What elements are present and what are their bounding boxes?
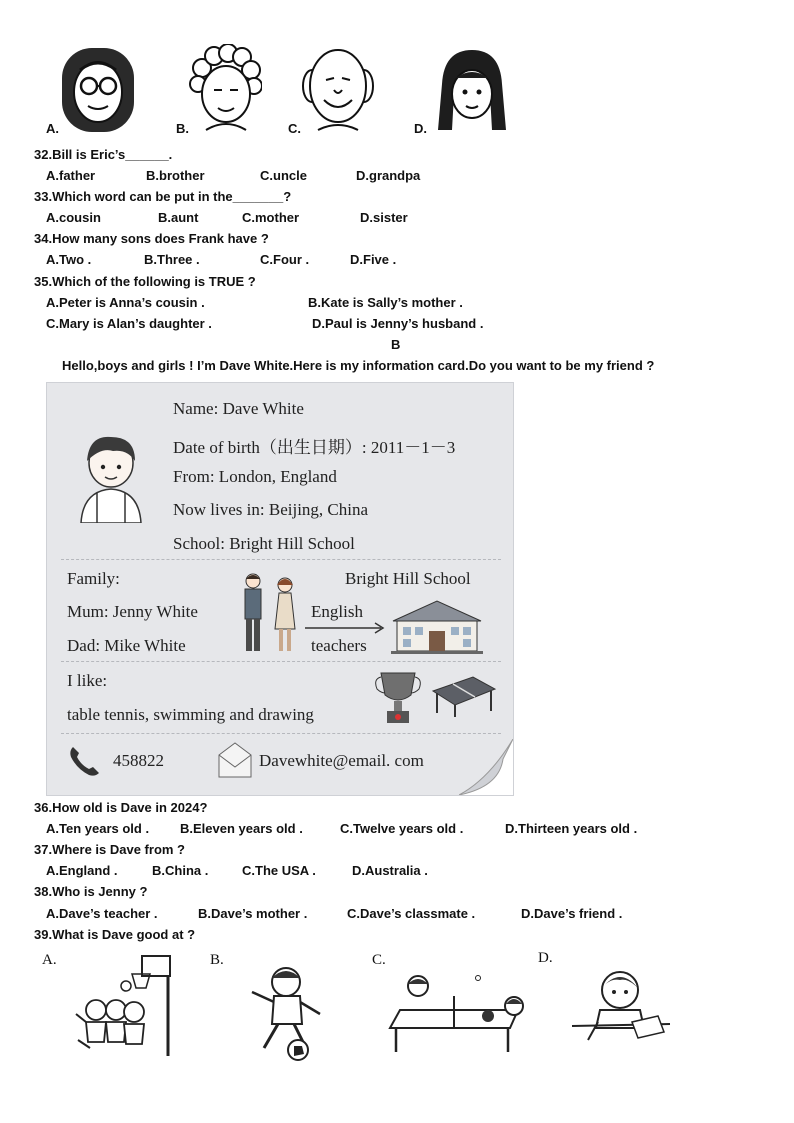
card-school-name: Bright Hill School bbox=[345, 569, 471, 588]
section-heading-b: B bbox=[391, 337, 401, 352]
option-38-a[interactable]: A.Dave’s teacher . bbox=[46, 906, 158, 921]
question-39: 39.What is Dave good at ? bbox=[34, 927, 196, 942]
card-like-label: I like: bbox=[67, 671, 108, 690]
picture-option-a bbox=[58, 42, 138, 132]
option-32-d[interactable]: D.grandpa bbox=[356, 168, 421, 183]
table-tennis-kids-icon[interactable] bbox=[386, 972, 534, 1054]
question-36: 36.How old is Dave in 2024? bbox=[34, 800, 208, 815]
option-32-b[interactable]: B.brother bbox=[146, 168, 205, 183]
card-english: English bbox=[311, 602, 363, 621]
ping-pong-table-icon bbox=[431, 673, 497, 719]
card-teachers: teachers bbox=[311, 636, 367, 655]
picture-label-b: B. bbox=[176, 121, 189, 136]
card-lives: Now lives in: Beijing, China bbox=[173, 500, 369, 519]
question-34: 34.How many sons does Frank have ? bbox=[34, 231, 269, 246]
card-date-of-birth: Date of birth（出生日期）: 2011－1－3 bbox=[173, 438, 456, 457]
option-35-a[interactable]: A.Peter is Anna’s cousin . bbox=[46, 295, 205, 310]
option-36-c[interactable]: C.Twelve years old . bbox=[340, 821, 464, 836]
option-37-b[interactable]: B.China . bbox=[152, 863, 209, 878]
option-36-b[interactable]: B.Eleven years old . bbox=[180, 821, 303, 836]
option-32-a[interactable]: A.father bbox=[46, 168, 96, 183]
option-35-b[interactable]: B.Kate is Sally’s mother . bbox=[308, 295, 463, 310]
option-36-d[interactable]: D.Thirteen years old . bbox=[505, 821, 638, 836]
option-38-b[interactable]: B.Dave’s mother . bbox=[198, 906, 308, 921]
option-36-a[interactable]: A.Ten years old . bbox=[46, 821, 150, 836]
option-35-c[interactable]: C.Mary is Alan’s daughter . bbox=[46, 316, 212, 331]
picture-label-d: D. bbox=[414, 121, 427, 136]
question-37: 37.Where is Dave from ? bbox=[34, 842, 185, 857]
card-divider bbox=[61, 559, 501, 560]
option-34-a[interactable]: A.Two . bbox=[46, 252, 92, 267]
drawing-boy-icon[interactable] bbox=[570, 966, 674, 1046]
parents-icon bbox=[237, 571, 303, 657]
picture-label-d: D. bbox=[538, 950, 553, 966]
card-divider bbox=[61, 661, 501, 662]
arrow-icon bbox=[303, 621, 387, 635]
picture-label-c: C. bbox=[288, 121, 301, 136]
option-33-a[interactable]: A.cousin bbox=[46, 210, 101, 225]
option-33-c[interactable]: C.mother bbox=[242, 210, 300, 225]
question-32: 32.Bill is Eric’s______. bbox=[34, 147, 173, 162]
option-35-d[interactable]: D.Paul is Jenny’s husband . bbox=[312, 316, 484, 331]
card-divider bbox=[61, 733, 501, 734]
option-37-d[interactable]: D.Australia . bbox=[352, 863, 428, 878]
football-boy-icon[interactable] bbox=[238, 962, 328, 1062]
card-from: From: London, England bbox=[173, 467, 337, 486]
picture-label-b: B. bbox=[210, 952, 224, 968]
card-name: Name: Dave White bbox=[173, 399, 304, 418]
picture-label-c: C. bbox=[372, 952, 386, 968]
picture-option-d bbox=[432, 44, 512, 132]
card-likes: table tennis, swimming and drawing bbox=[67, 705, 314, 724]
picture-option-b bbox=[188, 44, 262, 132]
trophy-icon bbox=[373, 667, 423, 727]
card-school: School: Bright Hill School bbox=[173, 534, 355, 553]
option-38-c[interactable]: C.Dave’s classmate . bbox=[347, 906, 476, 921]
woman-with-glasses-icon bbox=[58, 42, 138, 132]
section-b-intro: Hello,boys and girls ! I’m Dave White.Here is my information card.Do you want to be my friend ? bbox=[62, 358, 655, 373]
option-37-a[interactable]: A.England . bbox=[46, 863, 118, 878]
option-37-c[interactable]: C.The USA . bbox=[242, 863, 316, 878]
basketball-kids-icon[interactable] bbox=[70, 952, 182, 1058]
girl-with-braids-icon bbox=[432, 44, 512, 132]
card-phone: 458822 bbox=[113, 751, 164, 770]
option-34-d[interactable]: D.Five . bbox=[350, 252, 397, 267]
information-card bbox=[46, 382, 514, 796]
question-33: 33.Which word can be put in the_______? bbox=[34, 189, 292, 204]
option-32-c[interactable]: C.uncle bbox=[260, 168, 307, 183]
picture-label-a: A. bbox=[42, 952, 57, 968]
school-building-icon bbox=[389, 597, 485, 655]
card-mum: Mum: Jenny White bbox=[67, 602, 198, 621]
curly-haired-grandma-icon bbox=[188, 44, 262, 132]
option-34-b[interactable]: B.Three . bbox=[144, 252, 200, 267]
page-curl bbox=[459, 739, 513, 795]
option-34-c[interactable]: C.Four . bbox=[260, 252, 310, 267]
boy-avatar-icon bbox=[73, 431, 149, 523]
picture-label-a: A. bbox=[46, 121, 59, 136]
question-38: 38.Who is Jenny ? bbox=[34, 884, 148, 899]
card-family-label: Family: bbox=[67, 569, 120, 588]
card-email: Davewhite@email. com bbox=[259, 751, 424, 770]
envelope-icon bbox=[215, 741, 255, 779]
option-33-b[interactable]: B.aunt bbox=[158, 210, 199, 225]
bald-grandpa-icon bbox=[298, 44, 378, 132]
option-33-d[interactable]: D.sister bbox=[360, 210, 408, 225]
question-35: 35.Which of the following is TRUE ? bbox=[34, 274, 256, 289]
card-dad: Dad: Mike White bbox=[67, 636, 186, 655]
phone-icon bbox=[67, 743, 101, 777]
option-38-d[interactable]: D.Dave’s friend . bbox=[521, 906, 623, 921]
picture-option-c bbox=[298, 44, 378, 132]
